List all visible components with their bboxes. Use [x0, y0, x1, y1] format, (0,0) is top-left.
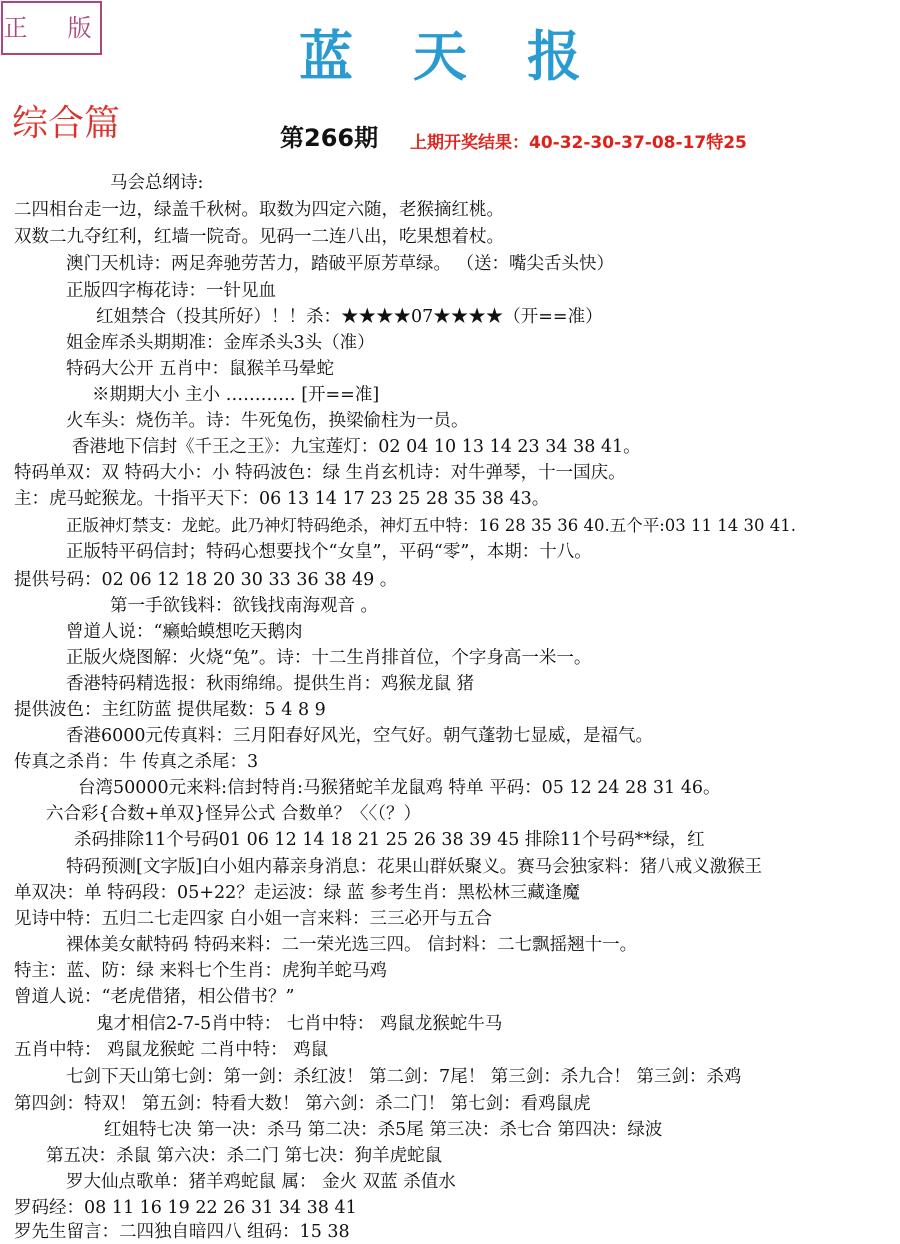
text-line: 第四剑：特双！ 第五剑：特看大数！ 第六剑：杀二门！ 第七剑：看鸡鼠虎 [14, 1094, 591, 1114]
text-line: 姐金库杀头期期准：金库杀头3头（准） [66, 333, 375, 353]
text-line: 单双决：单 特码段：05+22？走运波：绿 蓝 参考生肖：黑松林三藏逢魔 [14, 883, 580, 903]
text-line: 香港6000元传真料：三月阳春好风光，空气好。朝气蓬勃七显威，是福气。 [66, 726, 654, 746]
text-line: 马会总纲诗: [110, 173, 204, 193]
text-line: 传真之杀肖：牛 传真之杀尾：3 [14, 752, 259, 772]
text-line: 罗码经：08 11 16 19 22 26 31 34 38 41 [14, 1198, 357, 1218]
text-line: 七剑下天山第七剑：第一剑：杀红波！ 第二剑：7尾！ 第三剑：杀九合！ 第三剑：杀鸡 [66, 1067, 742, 1087]
text-line: 罗先生留言：二四独自暗四八 组码：15 38 [14, 1222, 350, 1242]
text-line: 罗大仙点歌单：猪羊鸡蛇鼠 属： 金火 双蓝 杀值水 [66, 1172, 456, 1192]
text-line: 特主：蓝、防：绿 来料七个生肖：虎狗羊蛇马鸡 [14, 961, 388, 981]
text-line: 正版四字梅花诗：一针见血 [66, 281, 276, 301]
text-line: 曾道人说：“老虎借猪，相公借书？” [14, 987, 295, 1007]
text-line: 特码单双：双 特码大小：小 特码波色：绿 生肖玄机诗：对牛弹琴，十一国庆。 [14, 463, 626, 483]
text-line: 主：虎马蛇猴龙。十指平天下：06 13 14 17 23 25 28 35 38 43。 [14, 489, 550, 509]
text-line: 裸体美女献特码 特码来料：二一荣光选三四。 信封料：二七飘摇翘十一。 [66, 935, 638, 955]
text-line: 正版特平码信封；特码心想要找个“女皇”，平码“零”，本期：十八。 [66, 542, 592, 562]
text-line: 香港特码精选报：秋雨绵绵。提供生肖：鸡猴龙鼠 猪 [66, 674, 475, 694]
text-line: 香港地下信封《千王之王》：九宝莲灯：02 04 10 13 14 23 34 38 41。 [72, 437, 641, 457]
text-line: 特码预测[文字版]白小姐内幕亲身消息：花果山群妖聚义。赛马会独家料：猪八戒义激猴王 [66, 857, 763, 877]
text-line: 正版神灯禁支：龙蛇。此乃神灯特码绝杀，神灯五中特：16 28 35 36 40.五个平:03 11 14 30 41. [66, 516, 796, 535]
text-line: 红姐禁合（投其所好）！！杀：★★★★07★★★★（开==准） [96, 307, 603, 327]
text-line: 提供波色：主红防蓝 提供尾数：5 4 8 9 [14, 700, 326, 720]
text-line: 曾道人说：“癞蛤蟆想吃天鹅肉 [66, 622, 303, 642]
text-line: 火车头：烧伤羊。诗：牛死兔伤，换梁偷柱为一员。 [66, 411, 469, 431]
text-line: 正版火烧图解：火烧“兔”。诗：十二生肖排首位，个字身高一米一。 [66, 648, 592, 668]
text-line: 第一手欲钱料：欲钱找南海观音 。 [110, 596, 379, 616]
text-line: 见诗中特：五归二七走四家 白小姐一言来料：三三必开与五合 [14, 909, 493, 929]
text-line: 台湾50000元来料:信封特肖:马猴猪蛇羊龙鼠鸡 特单 平码：05 12 24 28 31 46。 [78, 778, 721, 798]
text-line: ※期期大小 主小 ………… [开==准] [92, 385, 380, 405]
newspaper-title: 蓝天报 [299, 24, 641, 88]
text-line: 红姐特七决 第一决：杀马 第二决：杀5尾 第三决：杀七合 第四决：绿波 [104, 1120, 663, 1140]
text-line: 五肖中特： 鸡鼠龙猴蛇 二肖中特： 鸡鼠 [14, 1040, 329, 1060]
section-title: 综合篇 [12, 103, 121, 144]
text-line: 特码大公开 五肖中：鼠猴羊马晕蛇 [66, 359, 335, 379]
text-line: 二四相台走一边，绿盖千秋树。取数为四定六随，老猴摘红桃。 [14, 200, 504, 220]
text-line: 杀码排除11个号码01 06 12 14 18 21 25 26 38 39 45 排除11个号码**绿，红 [74, 830, 705, 850]
text-line: 六合彩{合数+单双}怪异公式 合数单？〈〈（？） [46, 804, 421, 824]
text-line: 双数二九夺红利，红墙一院奇。见码一二连八出，吃果想着杖。 [14, 227, 504, 247]
text-line: 第五决：杀鼠 第六决：杀二门 第七决：狗羊虎蛇鼠 [46, 1146, 443, 1166]
text-line: 澳门天机诗：两足奔驰劳苦力，踏破平原芳草绿。 （送：嘴尖舌头快） [66, 254, 615, 274]
issue-number: 第266期 [280, 124, 379, 152]
text-line: 鬼才相信2-7-5肖中特： 七肖中特： 鸡鼠龙猴蛇牛马 [96, 1014, 503, 1034]
official-version-badge: 正 版 [1, 1, 102, 55]
last-draw-result: 上期开奖结果：40-32-30-37-08-17特25 [410, 133, 747, 153]
text-line: 提供号码：02 06 12 18 20 30 33 36 38 49 。 [14, 570, 398, 590]
